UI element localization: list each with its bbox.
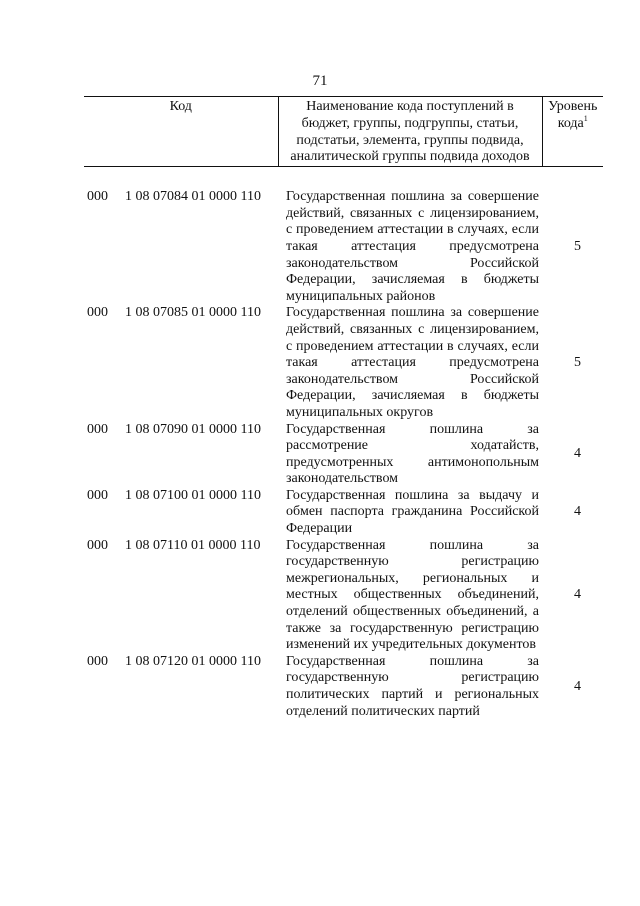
table-row: [84, 305, 603, 421]
code-level: 4: [574, 587, 581, 603]
code-cell: [84, 654, 278, 720]
budget-code: 1 08 07100 01 0000 110: [125, 487, 261, 503]
code-level: 5: [574, 238, 581, 254]
code-name: Государственная пошлина за совершение действий, связанных с лицензированием, с проведением аттестации в случаях, если такая аттестация предусмотрена законодательством Российской Федерации, зачисляемая в бюджеты муниципальных районов: [286, 189, 539, 304]
code-cell: [84, 189, 278, 305]
table-row: [84, 538, 603, 654]
column-header-name: Наименование кода поступлений в бюджет, группы, подгруппы, статьи, подстатьи, элемента, группы подвида, аналитической группы подвида доходов: [278, 97, 542, 167]
admin-code: 000: [87, 487, 108, 503]
admin-code: 000: [87, 653, 108, 669]
code-cell: [84, 422, 278, 488]
column-header-code: Код: [84, 97, 278, 167]
budget-code: 1 08 07084 01 0000 110: [125, 189, 261, 205]
admin-code: 000: [87, 189, 108, 205]
code-level: 4: [574, 678, 581, 694]
code-name: Государственная пошлина за совершение действий, связанных с лицензированием, с проведением аттестации в случаях, если такая аттестация предусмотрена законодательством Российской Федерации, зачисляемая в бюджеты муниципальных округов: [286, 305, 539, 420]
level-header-label: Уровень кода: [548, 99, 598, 131]
budget-code: 1 08 07120 01 0000 110: [125, 653, 261, 669]
table-row: [84, 488, 603, 538]
code-level: 4: [574, 446, 581, 462]
code-name: Государственная пошлина за государственную регистрацию политических партий и региональных отделений политических партий: [286, 653, 539, 719]
budget-code: 1 08 07085 01 0000 110: [125, 305, 261, 321]
footnote-marker: 1: [583, 113, 588, 123]
page-number: 71: [312, 73, 328, 89]
code-cell: [84, 305, 278, 421]
spacer-row: [84, 167, 603, 190]
code-level: 5: [574, 355, 581, 371]
table-row: [84, 422, 603, 488]
code-cell: [84, 488, 278, 538]
code-name: Государственная пошлина за выдачу и обмен паспорта гражданина Российской Федерации: [286, 487, 539, 537]
table-header-row: [84, 97, 603, 167]
code-cell: [84, 538, 278, 654]
budget-code: 1 08 07090 01 0000 110: [125, 421, 261, 437]
table-row: [84, 189, 603, 305]
table-row: [84, 654, 603, 720]
column-header-level: [542, 97, 603, 167]
code-name: Государственная пошлина за рассмотрение ходатайств, предусмотренных антимонопольным законодательством: [286, 421, 539, 487]
code-name: Государственная пошлина за государственную регистрацию межрегиональных, региональных и местных общественных объединений, отделений общественных объединений, а также за государственную регистрацию изменений их учредительных документов: [286, 537, 539, 653]
code-level: 4: [574, 504, 581, 520]
admin-code: 000: [87, 537, 108, 553]
admin-code: 000: [87, 305, 108, 321]
budget-code: 1 08 07110 01 0000 110: [125, 537, 261, 553]
admin-code: 000: [87, 421, 108, 437]
revenue-codes-table: [84, 96, 603, 720]
